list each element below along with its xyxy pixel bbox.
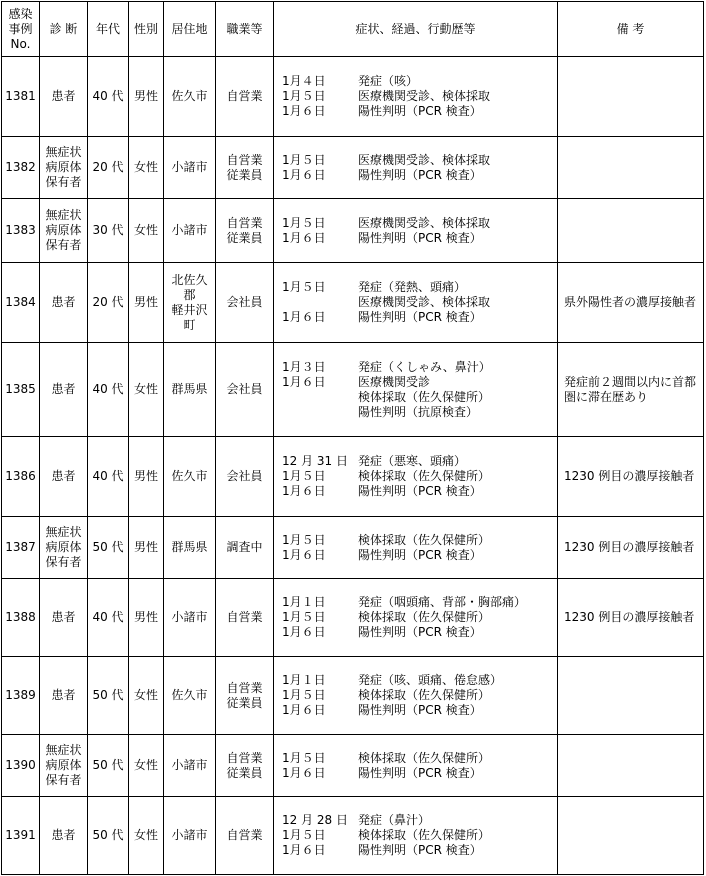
history-event: 陽性判明（PCR 検査） xyxy=(358,625,482,639)
history-line xyxy=(282,280,555,295)
history-event: 検体採取（佐久保健所） xyxy=(358,688,491,702)
header-diagnosis: 診 断 xyxy=(40,2,88,57)
sex-cell: 女性 xyxy=(129,657,164,735)
history-date: 1月５日 xyxy=(282,532,326,547)
history-line xyxy=(282,843,555,858)
history-date: 1月５日 xyxy=(282,750,326,765)
diagnosis-cell: 患者 xyxy=(40,57,88,137)
header-case-no: 感染 事例 No. xyxy=(2,2,40,57)
history-line xyxy=(282,688,555,703)
age-cell: 40 代 xyxy=(88,437,129,517)
history-line xyxy=(282,74,555,89)
history-date: 1月５日 xyxy=(282,469,326,483)
residence-cell: 佐久市 xyxy=(164,437,216,517)
history-event: 医療機関受診、検体採取 xyxy=(358,89,491,103)
history-event: 発症（咳、頭痛、倦怠感） xyxy=(358,673,503,687)
history-event: 陽性判明（抗原検査） xyxy=(358,404,479,419)
history-cell xyxy=(274,579,558,657)
sex-cell: 男性 xyxy=(129,57,164,137)
history-cell xyxy=(274,57,558,137)
history-date: 1月３日 xyxy=(282,359,326,374)
header-occupation: 職業等 xyxy=(216,2,274,57)
history-date: 1月６日 xyxy=(282,230,326,245)
history-line xyxy=(282,360,555,375)
history-event: 発症（鼻汁） xyxy=(358,813,431,827)
history-line xyxy=(282,216,555,231)
header-residence: 居住地 xyxy=(164,2,216,57)
history-event: 医療機関受診、検体採取 xyxy=(358,215,491,230)
table-row xyxy=(2,735,704,797)
history-line xyxy=(282,625,555,640)
history-cell xyxy=(274,797,558,875)
history-line xyxy=(282,766,555,781)
history-event: 陽性判明（PCR 検査） xyxy=(358,230,482,245)
diagnosis-cell: 無症状 病原体 保有者 xyxy=(40,199,88,263)
occupation-cell: 調査中 xyxy=(216,517,274,579)
residence-cell: 小諸市 xyxy=(164,797,216,875)
history-line xyxy=(282,469,555,484)
history-date: 1月１日 xyxy=(282,673,326,687)
diagnosis-cell: 患者 xyxy=(40,343,88,437)
age-cell: 40 代 xyxy=(88,57,129,137)
history-event: 陽性判明（PCR 検査） xyxy=(358,703,482,717)
history-date: 1月５日 xyxy=(282,152,326,167)
sex-cell: 女性 xyxy=(129,343,164,437)
history-date: 1月６日 xyxy=(282,765,326,780)
table-row xyxy=(2,263,704,343)
notes-cell: 発症前２週間以内に首都圏に滞在歴あり xyxy=(558,343,704,437)
history-cell xyxy=(274,343,558,437)
history-date: 1月６日 xyxy=(282,104,326,118)
notes-cell: 1230 例目の濃厚接触者 xyxy=(558,437,704,517)
history-event: 陽性判明（PCR 検査） xyxy=(358,484,482,498)
diagnosis-cell: 患者 xyxy=(40,579,88,657)
history-date: 1月６日 xyxy=(282,625,326,639)
history-line xyxy=(282,813,555,828)
residence-cell: 佐久市 xyxy=(164,657,216,735)
age-cell: 30 代 xyxy=(88,199,129,263)
history-cell xyxy=(274,437,558,517)
age-cell: 50 代 xyxy=(88,797,129,875)
sex-cell: 男性 xyxy=(129,263,164,343)
history-event: 医療機関受診、検体採取 xyxy=(358,295,491,309)
age-cell: 50 代 xyxy=(88,657,129,735)
case-no-cell: 1391 xyxy=(2,797,40,875)
diagnosis-cell: 患者 xyxy=(40,657,88,735)
history-event: 発症（くしゃみ、鼻汁） xyxy=(358,359,491,374)
history-event: 発症（咽頭痛、背部・胸部痛） xyxy=(358,595,527,609)
history-date xyxy=(282,390,358,405)
history-line xyxy=(282,405,555,420)
history-line xyxy=(282,390,555,405)
history-event: 陽性判明（PCR 検査） xyxy=(358,765,482,780)
history-date: 1月５日 xyxy=(282,828,326,842)
history-cell xyxy=(274,657,558,735)
notes-cell xyxy=(558,735,704,797)
table-row xyxy=(2,199,704,263)
header-sex: 性別 xyxy=(129,2,164,57)
sex-cell: 男性 xyxy=(129,437,164,517)
header-age: 年代 xyxy=(88,2,129,57)
history-date: 1月６日 xyxy=(282,547,326,562)
history-line xyxy=(282,231,555,246)
case-no-cell: 1388 xyxy=(2,579,40,657)
residence-cell: 小諸市 xyxy=(164,579,216,657)
sex-cell: 女性 xyxy=(129,797,164,875)
history-event: 医療機関受診 xyxy=(358,374,431,389)
notes-cell xyxy=(558,199,704,263)
occupation-cell: 自営業 従業員 xyxy=(216,199,274,263)
table-row xyxy=(2,657,704,735)
case-no-cell: 1383 xyxy=(2,199,40,263)
residence-cell: 佐久市 xyxy=(164,57,216,137)
history-event: 医療機関受診、検体採取 xyxy=(358,152,491,167)
history-line xyxy=(282,533,555,548)
history-date: 1月４日 xyxy=(282,74,326,88)
age-cell: 40 代 xyxy=(88,579,129,657)
diagnosis-cell: 患者 xyxy=(40,263,88,343)
notes-cell: 1230 例目の濃厚接触者 xyxy=(558,517,704,579)
history-line xyxy=(282,548,555,563)
residence-cell: 小諸市 xyxy=(164,735,216,797)
table-row xyxy=(2,579,704,657)
history-date: 1月５日 xyxy=(282,688,326,702)
table-row xyxy=(2,517,704,579)
history-event: 発症（咳） xyxy=(358,74,419,88)
case-no-cell: 1387 xyxy=(2,517,40,579)
history-event: 検体採取（佐久保健所） xyxy=(358,750,491,765)
residence-cell: 小諸市 xyxy=(164,199,216,263)
age-cell: 40 代 xyxy=(88,343,129,437)
case-no-cell: 1381 xyxy=(2,57,40,137)
history-line xyxy=(282,168,555,183)
history-cell xyxy=(274,137,558,199)
case-table xyxy=(1,1,704,875)
history-date: 1月６日 xyxy=(282,310,326,324)
diagnosis-cell: 無症状 病原体 保有者 xyxy=(40,517,88,579)
case-no-cell: 1382 xyxy=(2,137,40,199)
history-event: 陽性判明（PCR 検査） xyxy=(358,167,482,182)
sex-cell: 女性 xyxy=(129,137,164,199)
history-date: 1月５日 xyxy=(282,89,326,103)
history-date: 1月６日 xyxy=(282,167,326,182)
residence-cell: 群馬県 xyxy=(164,343,216,437)
history-date: 12 月 28 日 xyxy=(282,813,348,827)
sex-cell: 男性 xyxy=(129,517,164,579)
occupation-cell: 自営業 従業員 xyxy=(216,657,274,735)
history-line xyxy=(282,673,555,688)
history-line xyxy=(282,153,555,168)
table-row xyxy=(2,343,704,437)
history-event: 検体採取（佐久保健所） xyxy=(358,389,491,404)
history-event: 陽性判明（PCR 検査） xyxy=(358,843,482,857)
case-no-cell: 1386 xyxy=(2,437,40,517)
history-line xyxy=(282,828,555,843)
history-cell xyxy=(274,199,558,263)
occupation-cell: 会社員 xyxy=(216,343,274,437)
table-row xyxy=(2,57,704,137)
history-event: 陽性判明（PCR 検査） xyxy=(358,547,482,562)
notes-cell: 県外陽性者の濃厚接触者 xyxy=(558,263,704,343)
history-event: 発症（悪寒、頭痛） xyxy=(358,454,467,468)
history-date xyxy=(282,405,358,420)
history-event: 検体採取（佐久保健所） xyxy=(358,469,491,483)
occupation-cell: 自営業 従業員 xyxy=(216,137,274,199)
history-date: 1月１日 xyxy=(282,595,326,609)
history-line xyxy=(282,610,555,625)
age-cell: 20 代 xyxy=(88,263,129,343)
history-cell xyxy=(274,735,558,797)
history-line xyxy=(282,703,555,718)
residence-cell: 小諸市 xyxy=(164,137,216,199)
sex-cell: 女性 xyxy=(129,735,164,797)
age-cell: 20 代 xyxy=(88,137,129,199)
history-event: 陽性判明（PCR 検査） xyxy=(358,310,482,324)
history-date: 1月６日 xyxy=(282,703,326,717)
history-event: 発症（発熱、頭痛） xyxy=(358,280,467,294)
history-event: 検体採取（佐久保健所） xyxy=(358,532,491,547)
history-date xyxy=(282,295,358,310)
sex-cell: 男性 xyxy=(129,579,164,657)
history-date: 1月６日 xyxy=(282,484,326,498)
header-row xyxy=(2,2,704,57)
occupation-cell: 自営業 xyxy=(216,57,274,137)
age-cell: 50 代 xyxy=(88,517,129,579)
notes-cell xyxy=(558,657,704,735)
header-notes: 備 考 xyxy=(558,2,704,57)
history-date: 12 月 31 日 xyxy=(282,454,348,468)
history-line xyxy=(282,454,555,469)
residence-cell: 群馬県 xyxy=(164,517,216,579)
table-row xyxy=(2,437,704,517)
history-line xyxy=(282,89,555,104)
history-line xyxy=(282,484,555,499)
notes-cell: 1230 例目の濃厚接触者 xyxy=(558,579,704,657)
notes-cell xyxy=(558,797,704,875)
diagnosis-cell: 患者 xyxy=(40,437,88,517)
case-no-cell: 1384 xyxy=(2,263,40,343)
case-no-cell: 1389 xyxy=(2,657,40,735)
table-row xyxy=(2,797,704,875)
history-line xyxy=(282,310,555,325)
diagnosis-cell: 無症状 病原体 保有者 xyxy=(40,735,88,797)
history-line xyxy=(282,375,555,390)
history-date: 1月５日 xyxy=(282,280,326,294)
diagnosis-cell: 無症状 病原体 保有者 xyxy=(40,137,88,199)
occupation-cell: 自営業 従業員 xyxy=(216,735,274,797)
history-date: 1月５日 xyxy=(282,610,326,624)
history-date: 1月５日 xyxy=(282,215,326,230)
table-row xyxy=(2,137,704,199)
history-date: 1月６日 xyxy=(282,374,326,389)
occupation-cell: 自営業 xyxy=(216,797,274,875)
history-event: 陽性判明（PCR 検査） xyxy=(358,104,482,118)
history-event: 検体採取（佐久保健所） xyxy=(358,828,491,842)
header-history: 症状、経過、行動歴等 xyxy=(274,2,558,57)
history-date: 1月６日 xyxy=(282,843,326,857)
notes-cell xyxy=(558,137,704,199)
occupation-cell: 会社員 xyxy=(216,263,274,343)
sex-cell: 女性 xyxy=(129,199,164,263)
history-event: 検体採取（佐久保健所） xyxy=(358,610,491,624)
history-line xyxy=(282,595,555,610)
history-line xyxy=(282,751,555,766)
diagnosis-cell: 患者 xyxy=(40,797,88,875)
history-line xyxy=(282,295,555,310)
age-cell: 50 代 xyxy=(88,735,129,797)
notes-cell xyxy=(558,57,704,137)
residence-cell: 北佐久郡 軽井沢町 xyxy=(164,263,216,343)
occupation-cell: 自営業 xyxy=(216,579,274,657)
occupation-cell: 会社員 xyxy=(216,437,274,517)
case-no-cell: 1390 xyxy=(2,735,40,797)
history-cell xyxy=(274,517,558,579)
history-cell xyxy=(274,263,558,343)
case-no-cell: 1385 xyxy=(2,343,40,437)
history-line xyxy=(282,104,555,119)
